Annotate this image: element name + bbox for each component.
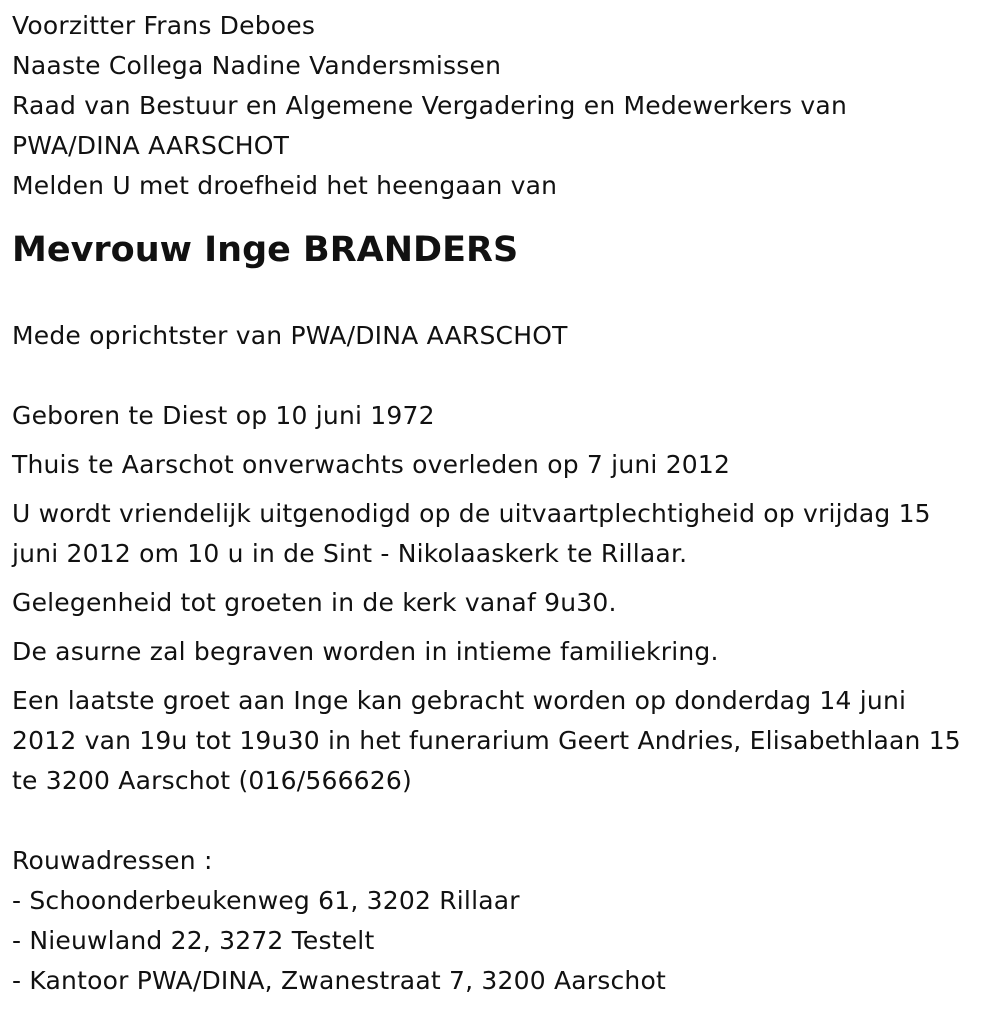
deceased-name: Mevrouw Inge BRANDERS bbox=[12, 230, 519, 270]
header-line-colleague: Naaste Collega Nadine Vandersmissen bbox=[12, 51, 502, 80]
header-block bbox=[12, 6, 988, 206]
header-line-chairman: Voorzitter Frans Deboes bbox=[12, 11, 316, 40]
last-greeting-line-1: Een laatste groet aan Inge kan gebracht worden op donderdag 14 juni bbox=[12, 686, 907, 715]
last-greeting-paragraph bbox=[12, 681, 988, 801]
header-line-board: Raad van Bestuur en Algemene Vergadering en Medewerkers van bbox=[12, 91, 847, 120]
section-spacer bbox=[12, 801, 988, 841]
address-item: - Schoonderbeukenweg 61, 3202 Rillaar bbox=[12, 886, 520, 915]
greeting-text: Gelegenheid tot groeten in de kerk vanaf 9u30. bbox=[12, 588, 617, 617]
last-greeting-line-2: 2012 van 19u tot 19u30 in het funerarium Geert Andries, Elisabethlaan 15 bbox=[12, 726, 961, 755]
last-greeting-line-3: te 3200 Aarschot (016/566626) bbox=[12, 766, 412, 795]
funeral-line-1: U wordt vriendelijk uitgenodigd op de uitvaartplechtigheid op vrijdag 15 bbox=[12, 499, 931, 528]
burial-line bbox=[12, 632, 988, 672]
greeting-line bbox=[12, 583, 988, 623]
burial-text: De asurne zal begraven worden in intieme familiekring. bbox=[12, 637, 719, 666]
role-line: Mede oprichtster van PWA/DINA AARSCHOT bbox=[12, 321, 568, 350]
header-line-announcement: Melden U met droefheid het heengaan van bbox=[12, 171, 558, 200]
died-text: Thuis te Aarschot onverwachts overleden op 7 juni 2012 bbox=[12, 450, 731, 479]
died-line bbox=[12, 445, 988, 485]
addresses-block bbox=[12, 841, 988, 1001]
born-line: Geboren te Diest op 10 juni 1972 bbox=[12, 401, 435, 430]
header-line-organisation: PWA/DINA AARSCHOT bbox=[12, 131, 290, 160]
address-item: - Kantoor PWA/DINA, Zwanestraat 7, 3200 Aarschot bbox=[12, 966, 666, 995]
address-item: - Nieuwland 22, 3272 Testelt bbox=[12, 926, 375, 955]
funeral-paragraph bbox=[12, 494, 988, 574]
funeral-line-2: juni 2012 om 10 u in de Sint - Nikolaaskerk te Rillaar. bbox=[12, 539, 688, 568]
addresses-label: Rouwadressen : bbox=[12, 846, 213, 875]
